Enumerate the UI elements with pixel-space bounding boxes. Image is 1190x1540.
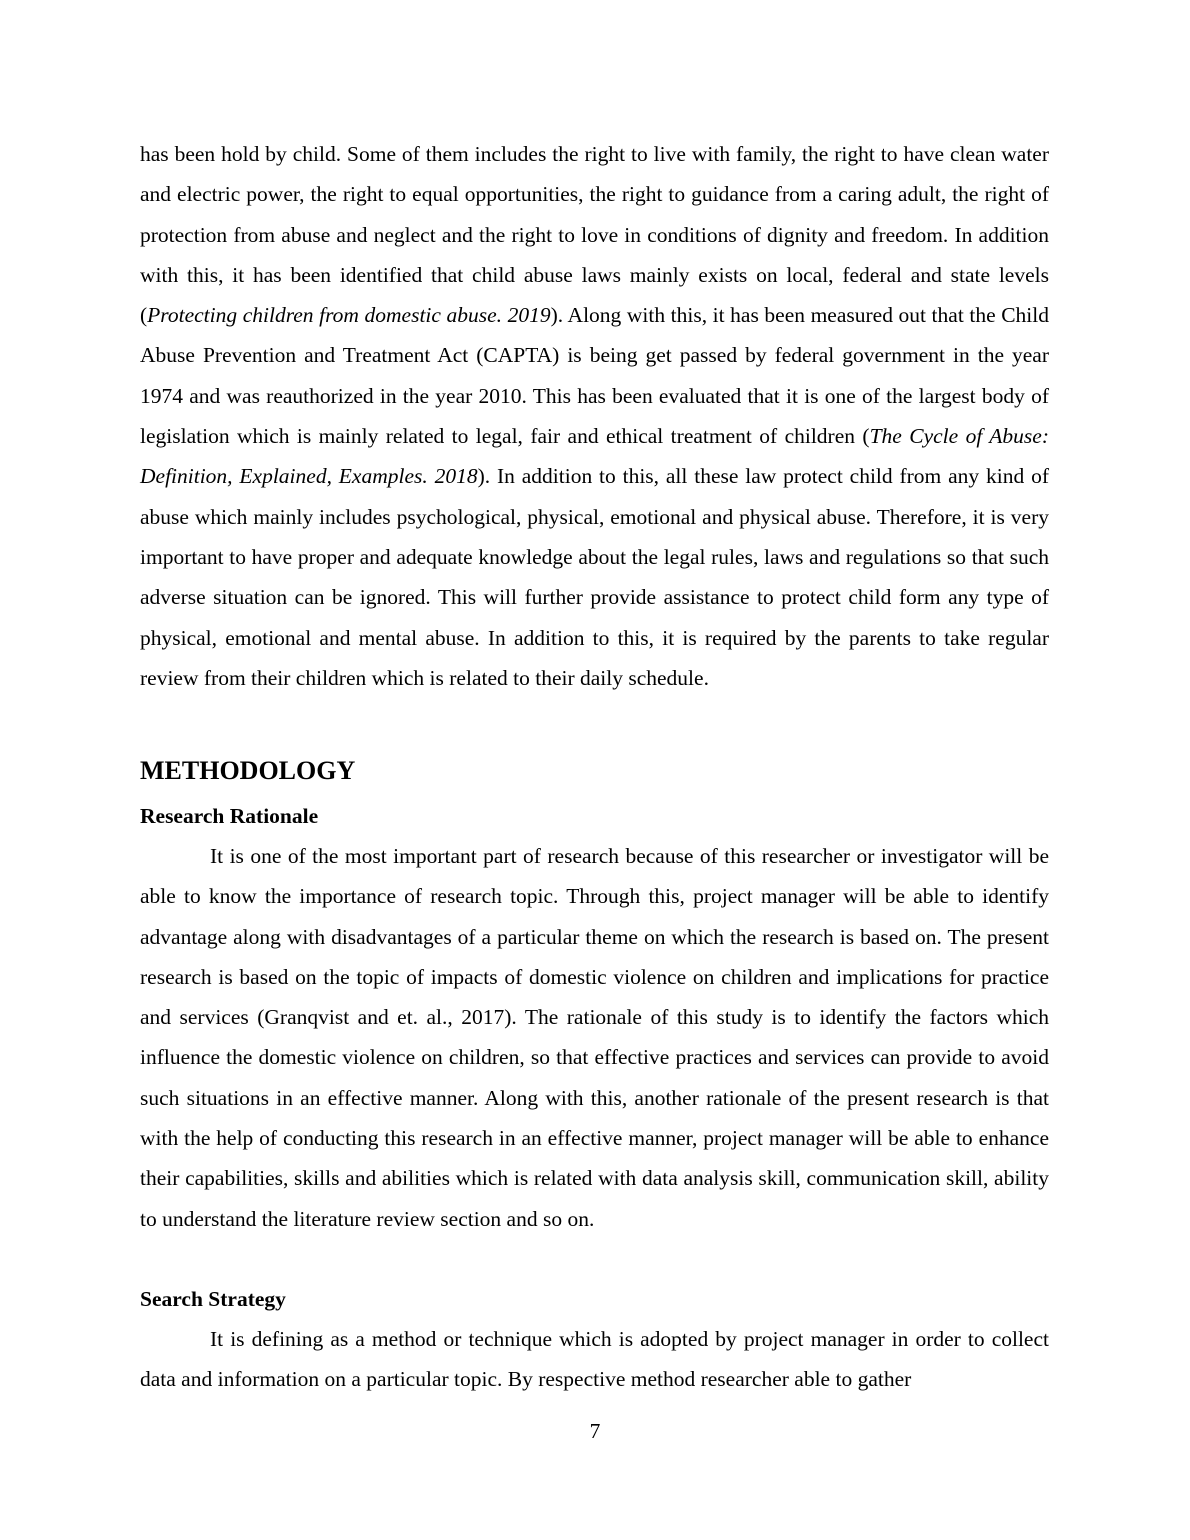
research-rationale-paragraph: It is one of the most important part of research because of this researcher or investigator will be able to know the importance of research topic. Through this, project manager will be able to identify advantage along with disadvantages of a particular theme on which the research is based on. The present research is based on the topic of impacts of domestic violence on children and implications for practice and services (Granqvist and et. al., 2017). The rationale of this study is to identify the factors which influence the domestic violence on children, so that effective practices and services can provide to avoid such situations in an effective manner. Along with this, another rationale of the present research is that with the help of conducting this research in an effective manner, project manager will be able to enhance their capabilities, skills and abilities which is related with data analysis skill, communication skill, ability to understand the literature review section and so on. <box>140 844 1049 1231</box>
paragraph-legal-rights <box>140 134 1049 698</box>
paragraph-text-part-a: has been hold by child. Some of them includes the right to live with family, the right to have clean water and electric power, the right to equal opportunities, the right to guidance from a caring adult, the right of protection from abuse and neglect and the right to love in conditions of dignity and freedom. In addition with this, it has been identified that child abuse laws mainly exists on local, federal and state levels ( <box>140 142 1049 328</box>
page-number: 7 <box>589 1419 601 1443</box>
citation-protecting-children: Protecting children from domestic abuse. 2019 <box>147 303 551 328</box>
search-strategy-heading: Search Strategy <box>140 1287 286 1311</box>
search-strategy-paragraph: It is defining as a method or technique which is adopted by project manager in order to collect data and information on a particular topic. By respective method researcher able to gather <box>140 1327 1049 1392</box>
paragraph-text-part-b: ). Along with this, it has been measured out that the Child Abuse Prevention and Treatment Act (CAPTA) is being get passed by federal government in the year 1974 and was reauthorized in the year 2010. This has been evaluated that it is one of the largest body of legislation which is mainly related to legal, fair and ethical treatment of children ( <box>140 303 1049 449</box>
citation-cycle-of-abuse: The Cycle of Abuse: Definition, Explained, Examples. 2018 <box>140 424 1049 489</box>
paragraph-text-part-c: ). In addition to this, all these law protect child from any kind of abuse which mainly includes psychological, physical, emotional and physical abuse. Therefore, it is very important to have proper and adequate knowledge about the legal rules, laws and regulations so that such adverse situation can be ignored. This will further provide assistance to protect child form any type of physical, emotional and mental abuse. In addition to this, it is required by the parents to take regular review from their children which is related to their daily schedule. <box>140 464 1049 690</box>
methodology-heading: METHODOLOGY <box>140 756 356 785</box>
document-body <box>140 134 1049 698</box>
research-rationale-heading: Research Rationale <box>140 804 319 828</box>
